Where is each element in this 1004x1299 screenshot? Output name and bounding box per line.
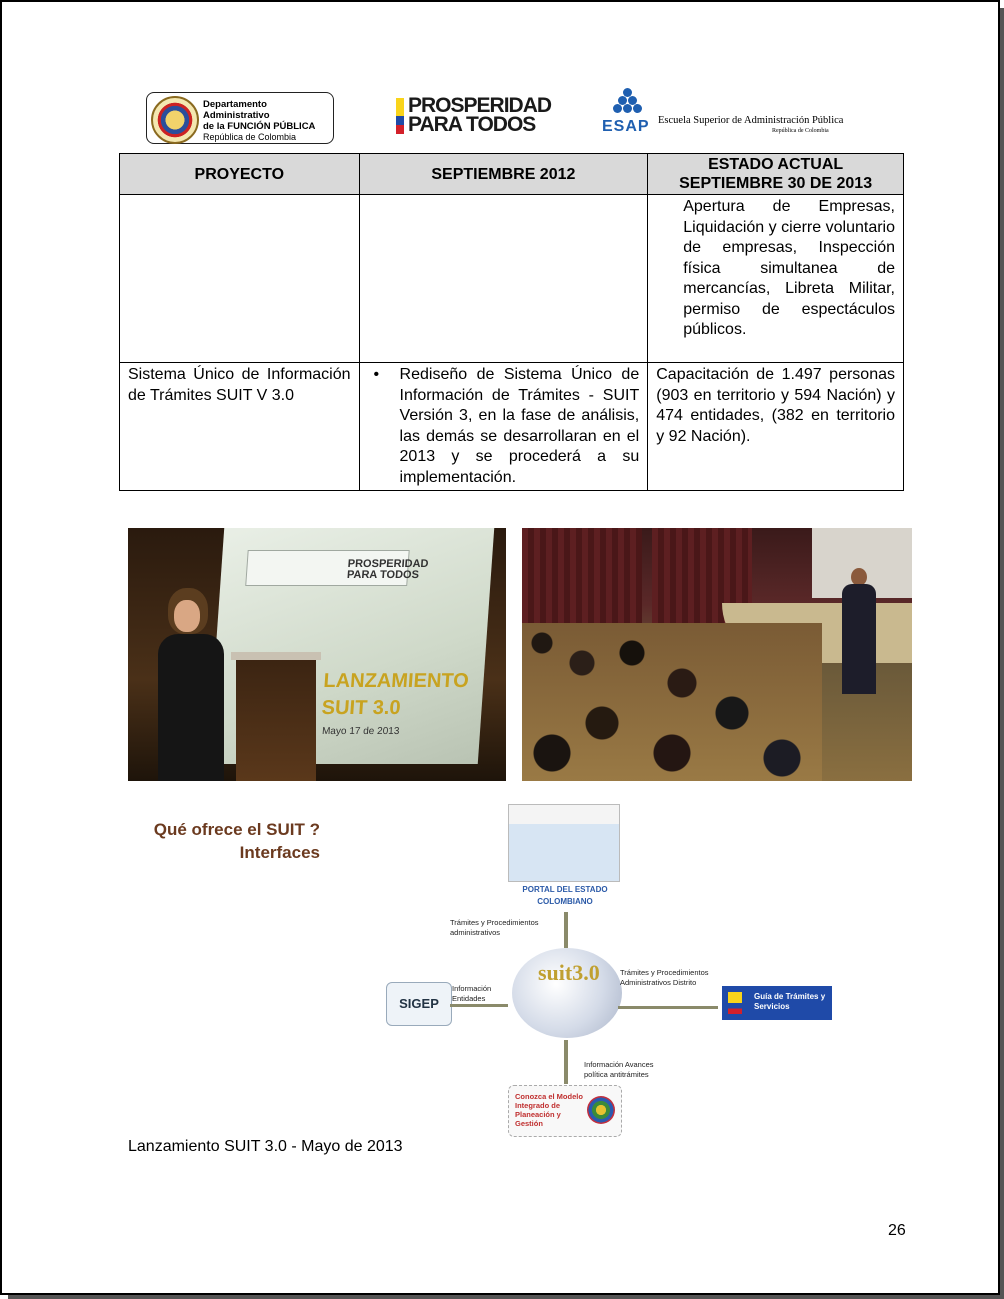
esap-sub: República de Colombia [772, 128, 829, 134]
row2-sept2012: Rediseño de Sistema Único de Información de Trámites - SUIT Versión 3, en la fase de análisis, las demás se desarrollaran en el 2013 y se procederá a su implementación. [399, 366, 640, 486]
screen-title-line1: LANZAMIENTO [322, 670, 470, 692]
label-info-avances: Información Avances política antitrámites [584, 1060, 654, 1079]
portal-screenshot [508, 804, 620, 882]
speaker-figure [150, 588, 230, 781]
gears-icon [587, 1096, 615, 1124]
arrow-right-guia [618, 1006, 718, 1009]
suit-logo: suit3.0 [538, 960, 600, 985]
row2-estado: Capacitación de 1.497 personas (903 en territorio y 594 Nación) y 474 entidades, (382 en territorio y 92 Nación). [648, 363, 904, 491]
presenter-figure [842, 568, 876, 688]
screen-title-line2: SUIT 3.0 [320, 697, 402, 719]
screen-date: Mayo 17 de 2013 [321, 726, 400, 737]
bogota-flag-icon [728, 992, 742, 1014]
audience-crowd [522, 623, 822, 781]
row1-sept2012 [359, 195, 648, 363]
esap-name: Escuela Superior de Administración Pública [658, 115, 844, 126]
arrow-right-sigep [450, 1004, 508, 1007]
photo-caption: Lanzamiento SUIT 3.0 - Mayo de 2013 [128, 1138, 403, 1155]
projects-table [119, 153, 904, 491]
header-estado-line2: SEPTIEMBRE 30 DE 2013 [679, 175, 873, 192]
colombia-seal-icon [151, 96, 199, 144]
label-info-entidades: Información Entidades [452, 984, 492, 1003]
row2-project: Sistema Único de Información de Trámites SUIT V 3.0 [120, 363, 360, 491]
arrow-up [564, 912, 568, 948]
guia-label: Guía de Trámites y Servicios [754, 992, 826, 1011]
esap-dots-icon [608, 88, 648, 120]
header-septiembre-2012: SEPTIEMBRE 2012 [359, 154, 648, 195]
row2-sept2012-cell [359, 363, 648, 491]
diagram-title [142, 818, 320, 864]
modelo-label: Conozca el Modelo Integrado de Planeación y Gestión [515, 1092, 583, 1128]
dafp-line3: República de Colombia [203, 132, 297, 142]
table-row [120, 363, 904, 491]
label-tramites-admin: Trámites y Procedimientos administrativos [450, 918, 539, 937]
label-tramites-distrito: Trámites y Procedimientos Administrativos Distrito [620, 968, 709, 987]
diagram-title-line1: Qué ofrece el SUIT ? [153, 820, 320, 839]
table-row [120, 195, 904, 363]
bullet-icon: • [373, 366, 380, 383]
screen-pros-line1: PROSPERIDAD [347, 558, 429, 570]
header-proyecto: PROYECTO [120, 154, 360, 195]
dafp-logo [146, 92, 334, 144]
modelo-box [508, 1085, 622, 1137]
pros-line2: PARA TODOS [408, 113, 536, 136]
dafp-line2: de la FUNCIÓN PÚBLICA [203, 121, 316, 132]
guia-logo [722, 986, 832, 1020]
row1-estado: Apertura de Empresas, Liquidación y cierre voluntario de empresas, Inspección física simultanea de mercancías, Libreta Militar, permiso de espectáculos públicos. [648, 195, 904, 363]
diagram-title-line2: Interfaces [239, 843, 320, 862]
portal-label: PORTAL DEL ESTADO COLOMBIANO [522, 885, 608, 906]
podium [236, 658, 316, 781]
header-estado-line1: ESTADO ACTUAL [708, 156, 844, 173]
sigep-logo: SIGEP [386, 982, 452, 1026]
table-header-row [120, 154, 904, 195]
header-estado-actual [648, 154, 904, 195]
esap-acronym: ESAP [602, 118, 650, 135]
screen-logos [245, 550, 429, 586]
launch-photo [128, 528, 506, 781]
screen-pros-line2: PARA TODOS [346, 569, 420, 581]
pros-line1: PROSPERIDAD [408, 94, 552, 117]
audience-photo [522, 528, 912, 781]
suit-interfaces-diagram [128, 800, 904, 1140]
prosperidad-logo [396, 96, 552, 138]
row1-project [120, 195, 360, 363]
page-number: 26 [888, 1222, 906, 1239]
dafp-line1: Departamento Administrativo [203, 99, 270, 121]
esap-logo [602, 88, 844, 138]
arrow-down [564, 1040, 568, 1084]
colombia-flag-icon [396, 98, 404, 134]
